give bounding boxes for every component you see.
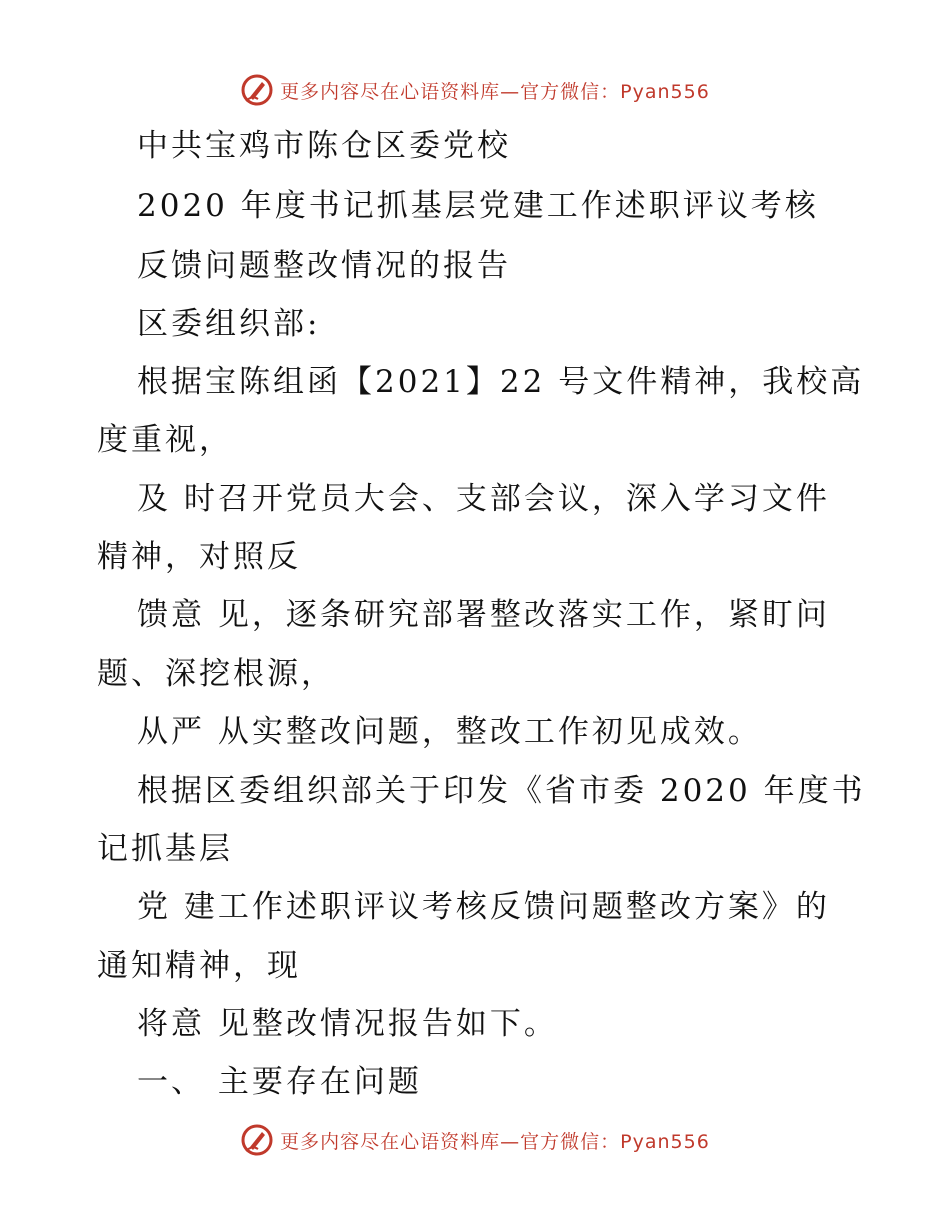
doc-line: 根据区委组织部关于印发《省市委 2020 年度书 bbox=[137, 773, 866, 809]
footer-banner-text: 更多内容尽在心语资料库—官方微信：Pyan556 bbox=[280, 1130, 710, 1153]
doc-line: 将意 见整改情况报告如下。 bbox=[137, 1006, 558, 1042]
doc-line: 反馈问题整改情况的报告 bbox=[137, 248, 511, 284]
doc-line: 从严 从实整改问题，整改工作初见成效。 bbox=[137, 714, 762, 750]
header-banner-text: 更多内容尽在心语资料库—官方微信：Pyan556 bbox=[280, 80, 710, 103]
doc-line: 馈意 见，逐条研究部署整改落实工作，紧盯问 bbox=[137, 597, 830, 633]
doc-line: 记抓基层 bbox=[97, 831, 233, 867]
doc-line: 中共宝鸡市陈仓区委党校 bbox=[137, 128, 511, 164]
doc-line: 题、深挖根源， bbox=[97, 656, 335, 692]
doc-line: 及 时召开党员大会、支部会议，深入学习文件 bbox=[137, 481, 830, 517]
doc-line: 根据宝陈组函【2021】22 号文件精神，我校高 bbox=[137, 364, 865, 400]
header-banner bbox=[0, 70, 950, 110]
doc-line: 区委组织部: bbox=[137, 306, 321, 342]
footer-banner bbox=[0, 1120, 950, 1160]
pen-logo-icon bbox=[240, 73, 274, 107]
doc-line: 一、 主要存在问题 bbox=[137, 1064, 422, 1100]
doc-line: 党 建工作述职评议考核反馈问题整改方案》的 bbox=[137, 889, 830, 925]
doc-line: 度重视， bbox=[97, 422, 233, 458]
doc-line: 精神，对照反 bbox=[97, 539, 301, 575]
pen-logo-icon bbox=[240, 1123, 274, 1157]
doc-line: 通知精神，现 bbox=[97, 948, 301, 984]
doc-line: 2020 年度书记抓基层党建工作述职评议考核 bbox=[137, 188, 819, 224]
